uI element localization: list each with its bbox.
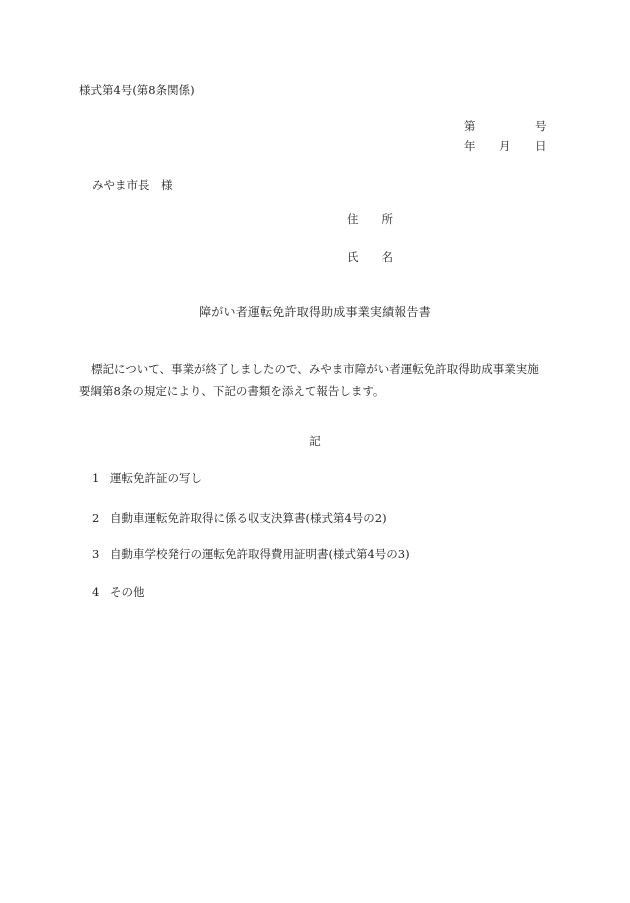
list-item xyxy=(92,585,145,599)
list-item-number: 1 xyxy=(92,471,100,485)
body-paragraph xyxy=(79,358,549,402)
list-item-text: 自動車運転免許取得に係る収支決算書(様式第4号の2) xyxy=(110,511,387,525)
body-line-2: 要綱第8条の規定により、下記の書類を添えて報告します。 xyxy=(79,384,385,398)
list-item-text: 自動車学校発行の運転免許取得費用証明書(様式第4号の3) xyxy=(110,547,410,561)
date-day-label: 日 xyxy=(535,139,547,153)
list-item-number: 2 xyxy=(92,511,100,525)
list-item-number: 3 xyxy=(92,547,100,561)
list-item xyxy=(92,547,410,561)
name-label: 氏 名 xyxy=(347,250,393,264)
document-title: 障がい者運転免許取得助成事業実績報告書 xyxy=(199,305,431,319)
form-number: 様式第4号(第8条関係) xyxy=(79,83,195,97)
address-label: 住 所 xyxy=(347,212,393,226)
list-item-number: 4 xyxy=(92,585,100,599)
date-year-label: 年 xyxy=(464,139,476,153)
list-item-text: 運転免許証の写し xyxy=(110,471,202,485)
doc-number-prefix: 第 xyxy=(464,119,476,133)
date-month-label: 月 xyxy=(499,139,511,153)
doc-number-suffix: 号 xyxy=(535,119,547,133)
addressee: みやま市長 様 xyxy=(92,178,173,192)
body-line-1: 標記について、事業が終了しましたので、みやま市障がい者運転免許取得助成事業実施 xyxy=(91,362,539,376)
list-item-text: その他 xyxy=(110,585,145,599)
ki-heading: 記 xyxy=(309,434,321,448)
list-item xyxy=(92,471,202,485)
list-item xyxy=(92,511,387,525)
